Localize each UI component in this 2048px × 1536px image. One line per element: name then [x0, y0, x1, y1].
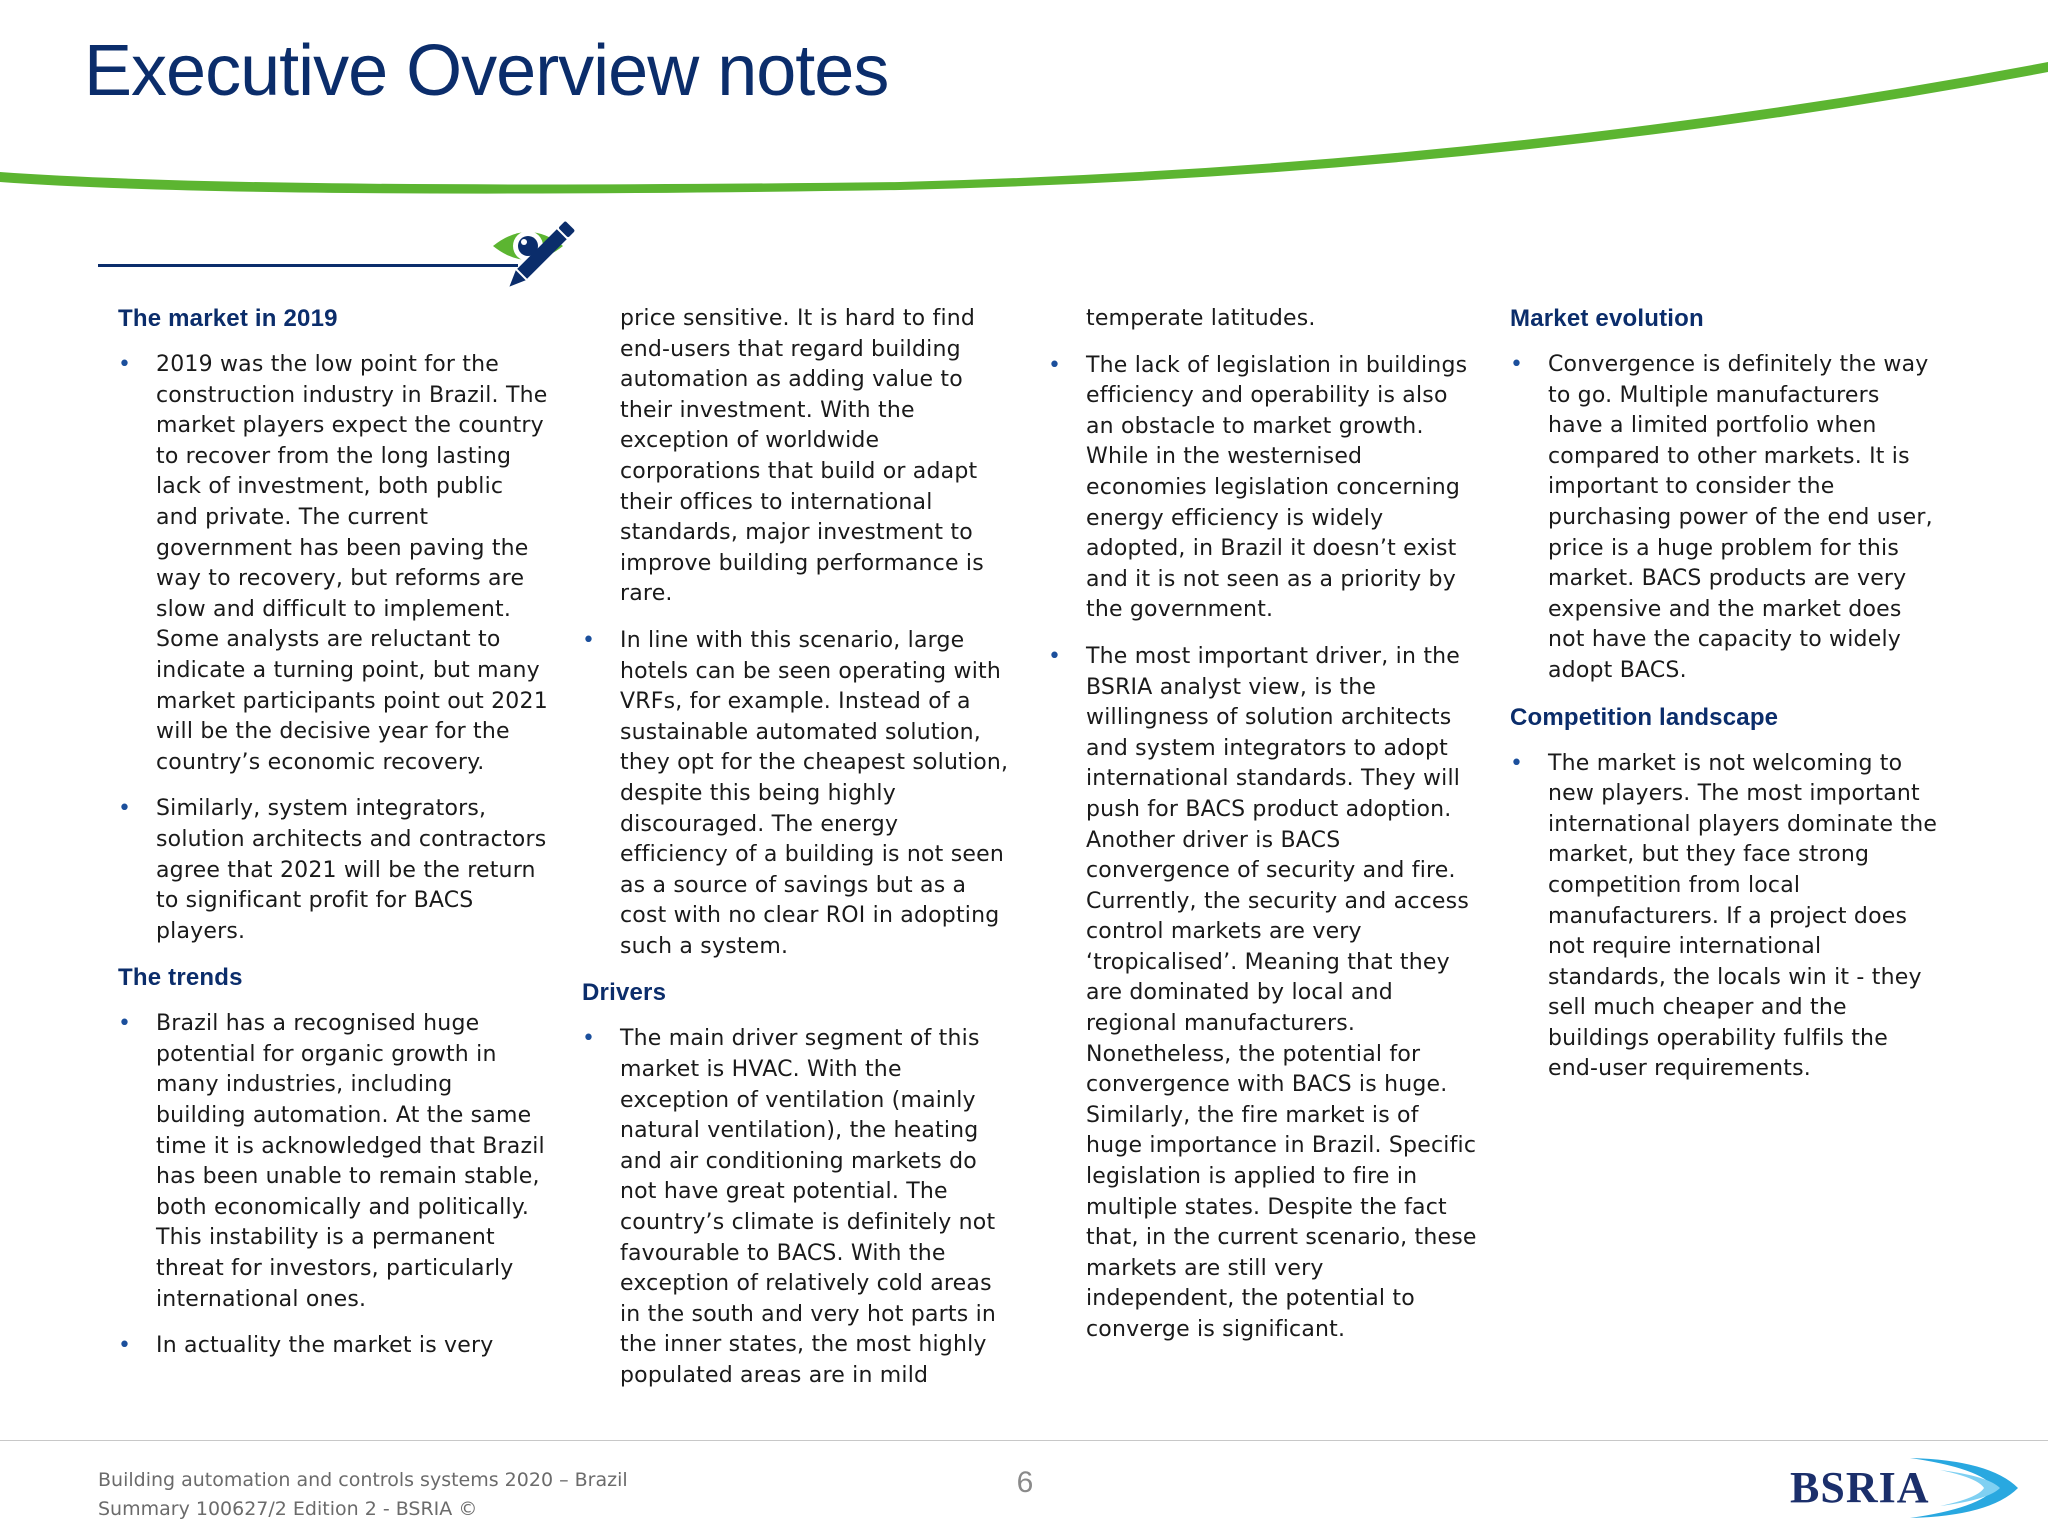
heading-drivers: Drivers [582, 979, 667, 1007]
column-2 [582, 304, 1012, 1408]
bullet-item [1048, 351, 1478, 626]
heading-market-2019: The market in 2019 [118, 305, 338, 332]
page-title: Executive Overview notes [84, 31, 889, 111]
column-3 [1048, 304, 1478, 1362]
heading-trends: The trends [118, 964, 243, 992]
bullet-item [582, 626, 1012, 963]
bullet-list [1048, 351, 1478, 1346]
bullet-item [118, 1331, 548, 1362]
footer-divider [0, 1440, 2048, 1441]
column-1 [118, 304, 548, 1378]
footer-info [98, 1466, 628, 1524]
bullet-text: Brazil has a recognised huge potential for organic growth in many industries, including building automation. At the same time it is acknowledged that Brazil has been unable to remain stable, both economically and politically. This instability is a permanent threat for investors, particularly international ones. [156, 1011, 545, 1312]
bullet-text: Convergence is definitely the way to go. Multiple manufacturers have a limited portfolio when compared to other markets. It is important to consider the purchasing power of the end user, price is a huge problem for this market. BACS products are very expensive and the market does not have the capacity to widely adopt BACS. [1548, 352, 1933, 683]
bullet-icon: • [582, 627, 596, 653]
bullet-list [582, 626, 1012, 963]
bullet-list [118, 350, 548, 947]
continued-text: temperate latitudes. [1086, 306, 1316, 331]
logo-text: BSRIA [1790, 1463, 1930, 1512]
bullet-item [582, 1024, 1012, 1391]
bullet-icon: • [118, 352, 132, 377]
bullet-list [582, 1024, 1012, 1391]
eye-pen-icon [488, 216, 608, 316]
bullet-icon: • [1048, 352, 1062, 378]
footer-line-2: Summary 100627/2 Edition 2 - BSRIA © [98, 1498, 478, 1520]
bullet-text: In actuality the market is very [156, 1333, 494, 1359]
bullet-text: The most important driver, in the BSRIA analyst view, is the willingness of solution architects and system integrators to adopt international standards. They will push for BACS product adoption. Another driver is BACS convergence of security and fire. Currently, the security and access control markets are very ‘tropicalised’. Meaning that they are dominated by local and regional manufacturers. Nonetheless, the potential for convergence with BACS is huge. Similarly, the fire market is of huge importance in Brazil. Specific legislation is applied to fire in multiple states. Despite the fact that, in the current scenario, these markets are still very independent, the potential to converge is significant. [1086, 643, 1477, 1342]
bullet-icon: • [118, 796, 132, 822]
bullet-list [118, 1009, 548, 1362]
bullet-text: The market is not welcoming to new players. The most important international players dominate the market, but they face strong competition from local manufacturers. If a project does not require international standards, the locals win it - they sell much cheaper and the buildings operability fulfils the end-user requirements. [1548, 750, 1938, 1082]
bullet-text: The lack of legislation in buildings efficiency and operability is also an obstacle to market growth. While in the westernised economies legislation concerning energy efficiency is widely adopted, in Brazil it doesn’t exist and it is not seen as a priority by the government. [1086, 352, 1468, 623]
bullet-item [1048, 642, 1478, 1346]
bullet-icon: • [582, 1026, 596, 1052]
section-divider [98, 264, 518, 267]
column-4 [1510, 304, 1940, 1101]
bullet-icon: • [118, 1011, 132, 1037]
bullet-text: Similarly, system integrators, solution architects and contractors agree that 2021 will be the return to significant profit for BACS players. [156, 796, 547, 944]
bullet-item [1510, 749, 1940, 1086]
bullet-text: The main driver segment of this market is HVAC. With the exception of ventilation (mainly natural ventilation), the heating and air conditioning markets do not have great potential. The country’s climate is definitely not favourable to BACS. With the exception of relatively cold areas in the south and very hot parts in the inner states, the most highly populated areas are in mild [620, 1026, 997, 1388]
bullet-text: In line with this scenario, large hotels can be seen operating with VRFs, for example. Instead of a sustainable automated solution, they opt for the cheapest solution, despite this being highly discouraged. The energy efficiency of a building is not seen as a source of savings but as a cost with no clear ROI in adopting such a system. [620, 627, 1009, 959]
bullet-icon: • [118, 1333, 132, 1359]
footer-line-1: Building automation and controls systems 2020 – Brazil [98, 1469, 628, 1491]
bullet-item [1510, 350, 1940, 687]
bullet-item [118, 350, 548, 778]
page-number: 6 [1016, 1466, 1034, 1499]
bullet-text: 2019 was the low point for the construction industry in Brazil. The market players expect the country to recover from the long lasting lack of investment, both public and private. The current government has been paving the way to recovery, but reforms are slow and difficult to implement. Some analysts are reluctant to indicate a turning point, but many market participants point out 2021 will be the decisive year for the country’s economic recovery. [156, 352, 548, 775]
bullet-item [118, 1009, 548, 1315]
bullet-list [1510, 350, 1940, 687]
green-swoosh-decoration [0, 40, 2048, 200]
continued-text: price sensitive. It is hard to find end-users that regard building automation as adding value to their investment. With the exception of worldwide corporations that build or adapt their offices to international standards, major investment to improve building performance is rare. [620, 306, 984, 607]
bullet-list [1510, 749, 1940, 1086]
bullet-item [118, 794, 548, 947]
bullet-icon: • [1048, 643, 1062, 669]
heading-market-evolution: Market evolution [1510, 305, 1704, 332]
bsria-logo [1790, 1452, 2020, 1524]
bullet-icon: • [1510, 750, 1524, 776]
bullet-icon: • [1510, 352, 1524, 377]
heading-competition-landscape: Competition landscape [1510, 703, 1779, 731]
